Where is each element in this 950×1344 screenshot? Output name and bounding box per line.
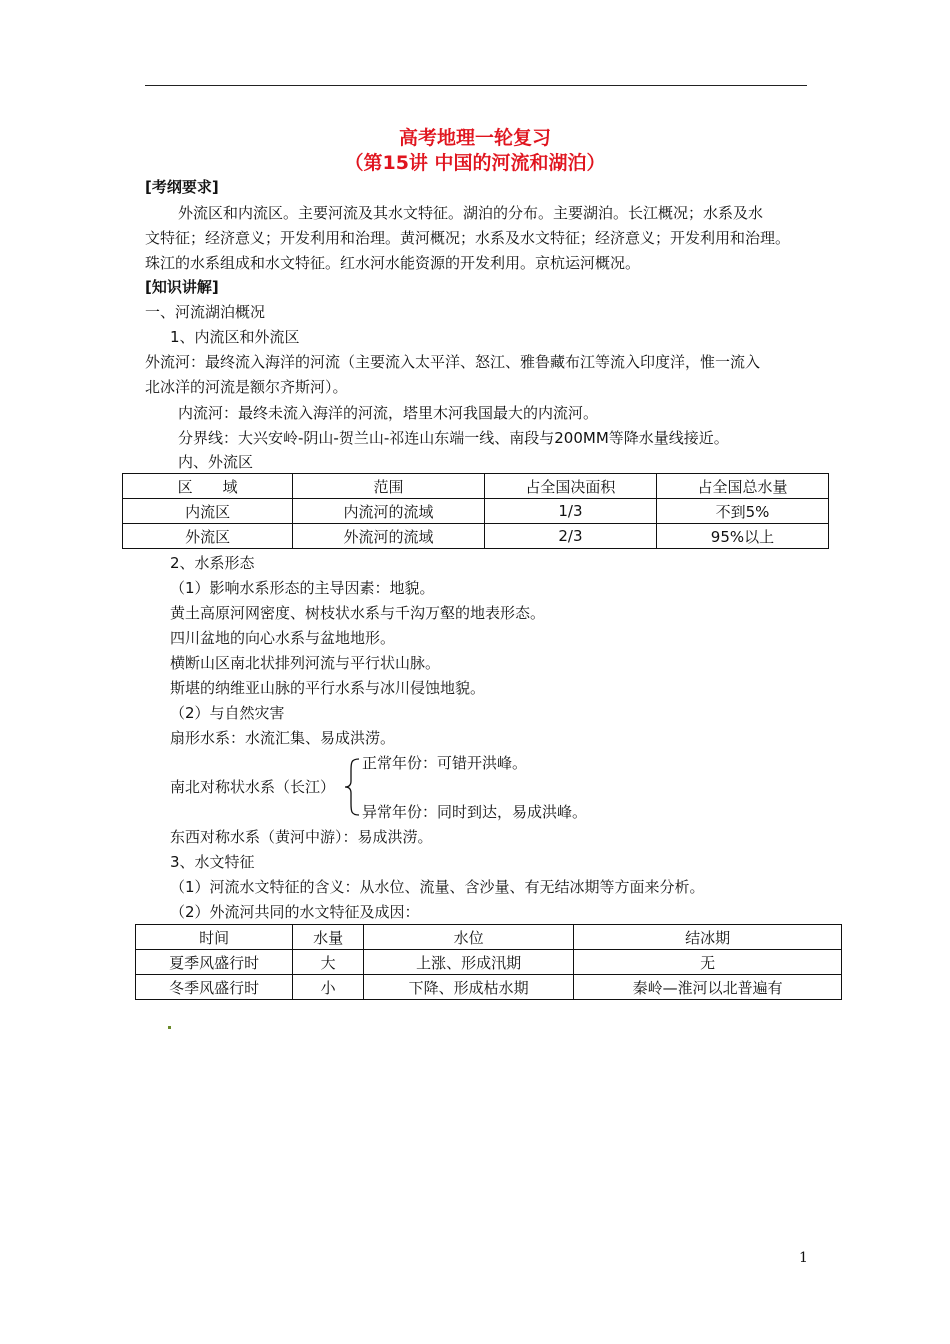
fan-drainage-line: 扇形水系：水流汇集、易成洪涝。	[170, 729, 396, 747]
part3-sub1: （1）河流水文特征的含义：从水位、流量、含沙量、有无结冰期等方面来分析。	[170, 878, 705, 896]
curly-brace-icon	[343, 757, 361, 817]
ns-abnormal-year: 异常年份：同时到达，易成洪峰。	[362, 803, 588, 821]
table-cell: 95%以上	[656, 524, 828, 549]
ns-drainage-label: 南北对称状水系（长江）	[170, 778, 336, 796]
part3-heading: 3、水文特征	[170, 853, 255, 871]
table-cell: 内流区	[123, 499, 293, 524]
page-number: 1	[799, 1250, 808, 1266]
header-rule	[145, 85, 807, 86]
part2-heading: 2、水系形态	[170, 554, 255, 572]
part1-sub1: 1、内流区和外流区	[170, 328, 300, 346]
table-cell: 2/3	[484, 524, 656, 549]
table-cell: 夏季风盛行时	[136, 950, 293, 975]
table-header-row	[136, 925, 842, 950]
table-row	[123, 524, 829, 549]
table-row	[123, 499, 829, 524]
stray-dot	[168, 1026, 171, 1029]
outflow-line-2: 北冰洋的河流是额尔齐斯河）。	[145, 378, 348, 396]
knowledge-heading: [知识讲解]	[145, 278, 219, 296]
table1-caption: 内、外流区	[178, 453, 254, 471]
inflow-line: 内流河：最终未流入海洋的河流，塔里木河我国最大的内流河。	[178, 404, 599, 422]
landform-item-1: 黄土高原河网密度、树枝状水系与千沟万壑的地表形态。	[170, 604, 546, 622]
table-cell: 大	[293, 950, 364, 975]
ew-drainage-line: 东西对称水系（黄河中游）：易成洪涝。	[170, 828, 433, 846]
syllabus-line-2: 文特征；经济意义；开发利用和治理。黄河概况；水系及水文特征；经济意义；开发利用和治理。	[145, 229, 791, 247]
doc-title-line1: 高考地理一轮复习	[398, 127, 551, 149]
part1-heading: 一、河流湖泊概况	[145, 303, 266, 321]
landform-item-3: 横断山区南北状排列河流与平行状山脉。	[170, 654, 441, 672]
table-cell: 冬季风盛行时	[136, 975, 293, 1000]
table-header-cell: 范围	[293, 474, 485, 499]
table-header-cell: 占全国决面积	[484, 474, 656, 499]
syllabus-line-1: 外流区和内流区。主要河流及其水文特征。湖泊的分布。主要湖泊。长江概况；水系及水	[178, 204, 764, 222]
boundary-line: 分界线：大兴安岭-阴山-贺兰山-祁连山东端一线、南段与200MM等降水量线接近。	[178, 429, 729, 447]
table-header-cell: 时间	[136, 925, 293, 950]
table-cell: 下降、形成枯水期	[364, 975, 574, 1000]
table-cell: 上涨、形成汛期	[364, 950, 574, 975]
table-header-cell: 区 域	[123, 474, 293, 499]
landform-item-2: 四川盆地的向心水系与盆地地形。	[170, 629, 396, 647]
table-cell: 内流河的流域	[293, 499, 485, 524]
table-row	[136, 950, 842, 975]
inflow-outflow-table	[122, 473, 829, 549]
doc-title-line2: （第15讲 中国的河流和湖泊）	[344, 152, 606, 174]
table-cell: 秦岭—淮河以北普遍有	[574, 975, 842, 1000]
part2-sub2: （2）与自然灾害	[170, 704, 285, 722]
ns-normal-year: 正常年份：可错开洪峰。	[362, 754, 528, 772]
table-header-cell: 占全国总水量	[656, 474, 828, 499]
table-header-row	[123, 474, 829, 499]
table-header-cell: 水量	[293, 925, 364, 950]
outflow-line-1: 外流河：最终流入海洋的河流（主要流入太平洋、怒江、雅鲁藏布江等流入印度洋，惟一流入	[145, 353, 761, 371]
table-cell: 外流河的流域	[293, 524, 485, 549]
syllabus-line-3: 珠江的水系组成和水文特征。红水河水能资源的开发利用。京杭运河概况。	[145, 254, 641, 272]
table-header-cell: 结冰期	[574, 925, 842, 950]
syllabus-heading: [考纲要求]	[145, 178, 219, 196]
table-cell: 不到5%	[656, 499, 828, 524]
table-cell: 外流区	[123, 524, 293, 549]
landform-item-4: 斯堪的纳维亚山脉的平行水系与冰川侵蚀地貌。	[170, 679, 486, 697]
table-cell: 无	[574, 950, 842, 975]
table-header-cell: 水位	[364, 925, 574, 950]
table-cell: 1/3	[484, 499, 656, 524]
hydrology-table	[135, 924, 842, 1000]
part2-sub1: （1）影响水系形态的主导因素：地貌。	[170, 579, 435, 597]
table-cell: 小	[293, 975, 364, 1000]
table-row	[136, 975, 842, 1000]
part3-sub2: （2）外流河共同的水文特征及成因：	[170, 903, 420, 921]
